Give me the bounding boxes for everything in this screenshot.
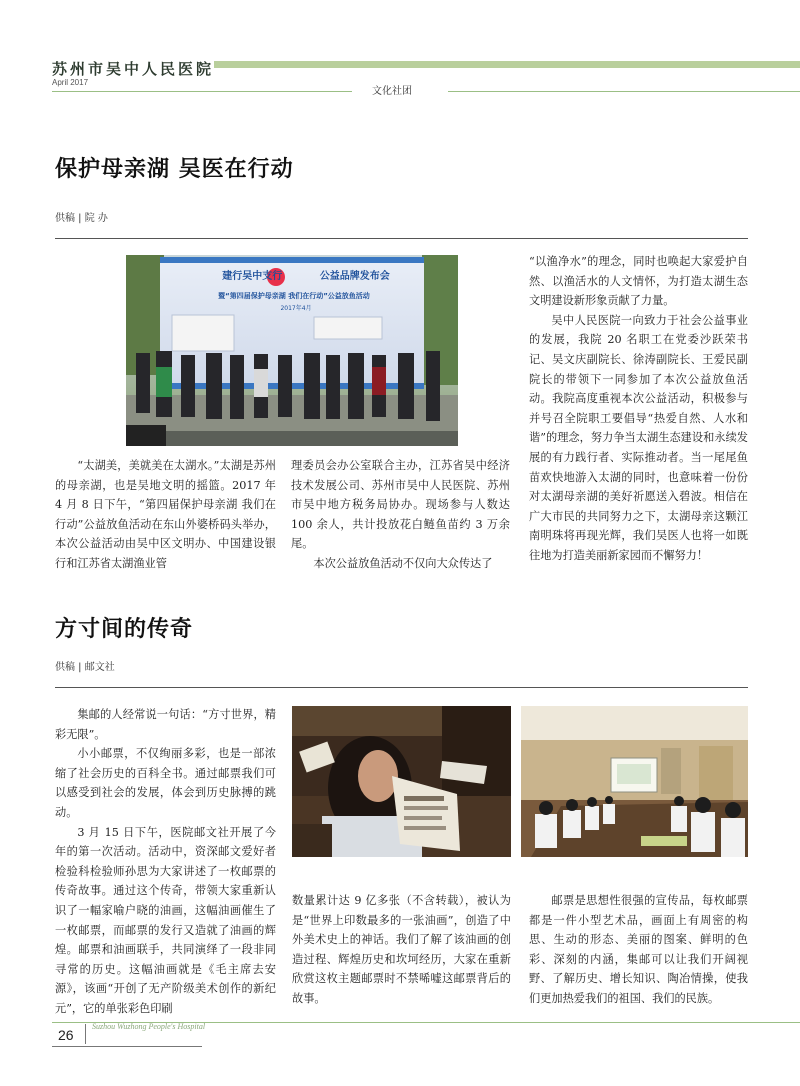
event-photo-illustration <box>126 255 458 446</box>
reading-photo-illustration <box>292 706 511 857</box>
lecture-photo <box>521 706 748 857</box>
article2-column-2 <box>292 891 511 1009</box>
section-label: 文化社团 <box>372 86 412 97</box>
article2-col3-para1: 邮票是思想性很强的宣传品，每枚邮票都是一件小型艺术品，画面上有周密的构思、生动的形态、美丽的图案、鲜明的色彩、深刻的内涵，集邮可以让我们开阔视野、了解历史、增长知识、陶冶情操，使我们更加热爱我们的祖国、我们的民族。 <box>529 894 748 1005</box>
article2-title: 方寸间的传奇 <box>55 617 194 642</box>
page-number: 26 <box>58 1027 74 1043</box>
header-divider-left <box>52 91 352 92</box>
article1-rule <box>55 238 748 239</box>
hospital-name: 苏州市吴中人民医院 <box>52 60 215 78</box>
event-photo <box>126 255 458 446</box>
reading-photo <box>292 706 511 857</box>
article2-col2-para1: 数量累计达 9 亿多张（不含转载），被认为是“世界上印数最多的一张油画”，创造了中外美术史上的神话。我们了解了该油画的创造过程、辉煌历史和坎坷经历，大家在重新欣赏这枚主题邮票时不禁唏嘘这邮票背后的故事。 <box>292 894 511 1005</box>
article1-col2-para2: 本次公益放鱼活动不仅向大众传达了 <box>313 556 493 570</box>
header-divider-right <box>448 91 800 92</box>
article1-column-3 <box>529 252 748 566</box>
hospital-name-english: Suzhou Wuzhong People's Hospital <box>92 1022 206 1031</box>
issue-date: April 2017 <box>52 78 89 87</box>
article1-byline: 供稿 | 院 办 <box>55 213 108 224</box>
article2-rule <box>55 687 748 688</box>
banner-line1b: 公益品牌发布会 <box>319 271 390 282</box>
article2-column-3 <box>529 891 748 1009</box>
article1-column-2 <box>291 456 510 574</box>
article1-col3-para1: “以渔净水”的理念，同时也唤起大家爱护自然、以渔活水的人文情怀，为打造太湖生态文明建设新形象贡献了力量。 <box>529 255 748 308</box>
lecture-photo-illustration <box>521 706 748 857</box>
article2-col1-para3: 3 月 15 日下午，医院邮文社开展了今年的第一次活动。活动中，资深邮文爱好者检验科检验师孙思为大家讲述了一枚邮票的传奇故事。通过这个传奇，带领大家重新认识了一幅家喻户晓的油画，这幅油画催生了一枚邮票，而邮票的发行又造就了油画的辉煌。邮票和油画联手，共同演绎了一段非同寻常的历史。这幅油画就是《毛主席去安源》，该画“开创了无产阶级美术创作的新纪元”，它的单张彩色印刷 <box>55 825 276 1015</box>
article1-col2-para1: 理委员会办公室联合主办，江苏省吴中经济技术发展公司、苏州市吴中人民医院、苏州市吴中地方税务局协办。现场参与人数达 100 余人，共计投放花白鲢鱼苗约 3 万余尾。 <box>291 459 510 551</box>
header-accent-bar <box>214 61 800 68</box>
article2-byline: 供稿 | 邮文社 <box>55 662 115 673</box>
banner-line2: 暨“第四届保护母亲湖 我们在行动”公益放鱼活动 <box>218 292 370 300</box>
banner-line1: 建行吴中支行 <box>222 271 283 282</box>
article2-column-1 <box>55 705 276 1019</box>
footer-separator <box>85 1024 86 1044</box>
footer-underline <box>52 1046 202 1047</box>
article1-col1-para: “太湖美，美就美在太湖水。”太湖是苏州的母亲湖，也是吴地文明的摇篮。2017 年 4 月 8 日下午，“第四届保护母亲湖 我们在行动”公益放鱼活动在东山外婆桥码头举办，本次公益活动由吴中区文明办、中国建设银行和江苏省太湖渔业管 <box>55 459 276 570</box>
article2-col1-para2: 小小邮票，不仅绚丽多彩，也是一部浓缩了社会历史的百科全书。通过邮票我们可以感受到社会的发展，体会到历史脉搏的跳动。 <box>55 747 276 819</box>
banner-line3: 2017年4月 <box>280 305 312 312</box>
article1-title: 保护母亲湖 吴医在行动 <box>55 157 294 182</box>
article1-column-1 <box>55 456 276 574</box>
article2-col1-para1: 集邮的人经常说一句话：“方寸世界，精彩无限”。 <box>55 708 276 741</box>
article1-col3-para2: 吴中人民医院一向致力于社会公益事业的发展，我院 20 名职工在党委沙跃荣书记、吴文庆副院长、徐涛副院长、王爱民副院长的带领下一同参加了本次公益放鱼活动。我院高度重视本次公益活动，积极参与并号召全院职工要倡导“热爱自然、人水和谐”的理念，努力争当太湖生态建设和永续发展的有力践行者、实际推动者。当一尾尾鱼苗欢快地游入太湖的同时，也意味着一份份对太湖母亲湖的美好祈愿送入碧波。相信在广大市民的共同努力之下，太湖母亲这颗江南明珠将再现光辉，我们吴医人也将一如既往地为打造美丽新家园而不懈努力！ <box>529 313 748 562</box>
